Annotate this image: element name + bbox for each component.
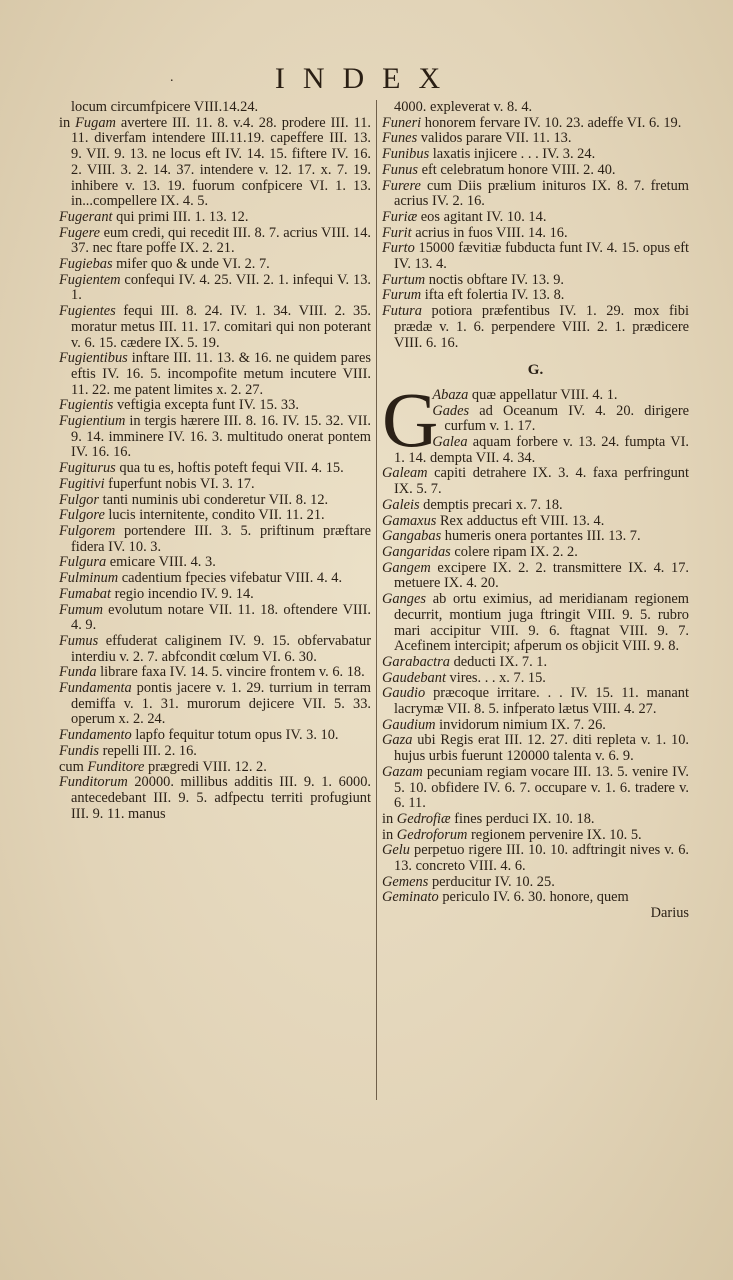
index-entry <box>382 686 689 717</box>
index-entry <box>382 655 689 671</box>
entry-prefix: in <box>59 114 76 131</box>
index-entry <box>382 545 689 561</box>
page-title: INDEX <box>274 62 459 95</box>
index-entry <box>382 671 689 687</box>
left-column <box>59 100 371 822</box>
entry-headword: Fugiebas <box>59 256 113 273</box>
index-entry <box>59 100 371 116</box>
index-entry <box>59 477 371 493</box>
index-entry <box>382 592 689 655</box>
entry-references: qua tu es, hoftis poteft fequi VII. 4. 15. <box>115 460 344 477</box>
entry-headword: Funditore <box>87 758 145 775</box>
entry-references: deducti IX. 7. 1. <box>449 653 548 670</box>
entry-headword: Furum <box>382 287 422 304</box>
entry-headword: Fugientibus <box>59 350 128 367</box>
catchword: Darius <box>650 905 689 922</box>
entry-references: lucis internitente, condito VII. 11. 21. <box>104 507 325 524</box>
index-entry <box>382 241 689 272</box>
entry-references: prægredi VIII. 12. 2. <box>144 758 267 775</box>
entry-references: eos agitant IV. 10. 14. <box>417 208 547 225</box>
index-entry <box>59 493 371 509</box>
entry-headword: Furtum <box>382 271 426 288</box>
section-letter: G. <box>527 362 544 379</box>
right-column-f-entries <box>382 100 689 351</box>
index-entry <box>382 210 689 226</box>
index-entry <box>382 561 689 592</box>
entry-references: regionem pervenire IX. 10. 5. <box>467 826 642 843</box>
index-entry <box>382 304 689 351</box>
entry-prefix: in <box>382 826 397 843</box>
index-entry <box>59 304 371 351</box>
entry-headword: Galeis <box>382 496 420 513</box>
index-entry <box>59 587 371 603</box>
entry-headword: Furit <box>382 224 412 241</box>
entry-headword: Gangem <box>382 559 431 576</box>
entry-references: noctis obftare IV. 13. 9. <box>425 271 565 288</box>
index-entry <box>382 765 689 812</box>
entry-headword: Garabactra <box>382 653 450 670</box>
entry-references: ubi Regis erat III. 12. 27. diti repleta v. 1. 10. hujus urbis fuerunt 120000 talenta v. 6. 9. <box>394 732 689 765</box>
entry-references: tanti numinis ubi conderetur VII. 8. 12. <box>98 491 329 508</box>
entry-headword: Fugientis <box>59 397 114 414</box>
entry-headword: Furiæ <box>382 208 418 225</box>
index-entry <box>59 508 371 524</box>
entry-references: ifta eft folertia IV. 13. 8. <box>421 287 565 304</box>
entry-headword: Ganges <box>382 591 426 608</box>
entry-references: librare faxa IV. 14. 5. vincire frontem v. 6. 18. <box>96 664 365 681</box>
entry-references: humeris onera portantes III. 13. 7. <box>441 528 641 545</box>
right-column <box>382 100 689 922</box>
entry-headword: Fulminum <box>59 570 119 587</box>
index-entry <box>59 116 371 210</box>
entry-prefix: cum <box>59 758 88 775</box>
entry-headword: Fundamenta <box>59 680 132 697</box>
entry-headword: Gaza <box>382 732 413 749</box>
entry-references: perpetuo rigere III. 10. 10. adftringit nives v. 6. 13. concreto VIII. 4. 6. <box>394 842 689 875</box>
entry-references: effuderat caliginem IV. 9. 15. obfervabatur interdiu v. 2. 7. abfcondit cœlum VI. 6. 30. <box>71 632 371 665</box>
header-dot: . <box>170 70 174 85</box>
index-entry <box>59 257 371 273</box>
entry-headword: Fulgor <box>59 491 99 508</box>
entry-references: fuperfunt nobis VI. 3. 17. <box>104 475 255 492</box>
entry-references: repelli III. 2. 16. <box>98 742 197 759</box>
entry-references: eft celebratum honore VIII. 2. 40. <box>417 161 616 178</box>
index-entry <box>59 775 371 822</box>
entry-references: demptis precari x. 7. 18. <box>419 496 563 513</box>
entry-references: potiora præfentibus IV. 1. 29. mox fibi prædæ v. 1. 6. perpendere VIII. 2. 1. prædicere VIII. 6. 16. <box>394 303 689 351</box>
entry-references: laxatis injicere . . . IV. 3. 24. <box>429 146 596 163</box>
entry-headword: Gaudebant <box>382 669 446 686</box>
index-entry <box>382 498 689 514</box>
index-entry <box>382 131 689 147</box>
entry-references: validos parare VII. 11. 13. <box>417 130 572 147</box>
entry-references: fines perduci IX. 10. 18. <box>450 810 595 827</box>
index-entry <box>59 571 371 587</box>
entry-headword: Gazam <box>382 763 423 780</box>
right-column-g-entries <box>382 375 689 906</box>
entry-headword: Fugiturus <box>59 460 116 477</box>
entry-references: invidorum nimium IX. 7. 26. <box>435 716 606 733</box>
entry-headword: Gangabas <box>382 528 442 545</box>
index-entry <box>59 351 371 398</box>
index-entry <box>59 524 371 555</box>
index-entry <box>382 147 689 163</box>
index-entry <box>382 812 689 828</box>
index-entry <box>382 100 689 116</box>
entry-prefix: in <box>382 810 397 827</box>
index-entry <box>382 875 689 891</box>
entry-headword: Fugam <box>75 114 116 131</box>
entry-headword: Abaza <box>432 386 469 403</box>
index-entry <box>382 843 689 874</box>
entry-headword: Galea <box>432 434 468 451</box>
index-entry <box>59 414 371 461</box>
index-entry <box>382 514 689 530</box>
index-entry <box>59 461 371 477</box>
entry-headword: Geminato <box>382 889 439 906</box>
entry-headword: Gaudio <box>382 685 426 702</box>
entry-references: avertere III. 11. 8. v.4. 28. prodere III. 11. 11. diverfam intendere III.11.19. capeffere III. 13. 9. VII. 9. 13. ne locus eft IV. 14. 15. fiftere IV. 16. 2. VIII. 3. 2. 14. 37. intendere v. 12. 17. x. 7. 19. inhibere v. 13. 19. fuorum confpicere VI. 1. 13. in...compellere IX. 4. 5. <box>71 114 371 210</box>
entry-references: excipere IX. 2. 2. transmittere IX. 4. 17. metuere IX. 4. 20. <box>394 559 689 592</box>
entry-headword: Gedrofiæ <box>396 810 451 827</box>
entry-headword: Gamaxus <box>382 512 437 529</box>
entry-headword: Funda <box>59 664 97 681</box>
entry-headword: Gedroforum <box>396 826 468 843</box>
column-divider <box>376 100 377 1100</box>
index-entry <box>382 718 689 734</box>
entry-headword: Fugientem <box>59 271 121 288</box>
entry-references: acrius in fuos VIII. 14. 16. <box>411 224 568 241</box>
index-entry <box>382 179 689 210</box>
entry-references: ab ortu eximius, ad meridianam regionem decurrit, montium juga ftringit VIII. 9. 5. rubro mari accipitur VIII. 9. 6. ftagnat VIII. 9. 7. Acefinem intercipit; afperum os objicit VIII. 9. 8. <box>394 591 689 655</box>
index-entry <box>59 210 371 226</box>
index-entry <box>59 398 371 414</box>
index-entry <box>59 603 371 634</box>
entry-references: qui primi III. 1. 13. 12. <box>112 208 249 225</box>
entry-headword: Gelu <box>382 842 410 859</box>
entry-references: colere ripam IX. 2. 2. <box>450 543 578 560</box>
index-entry <box>59 634 371 665</box>
entry-headword: Funus <box>382 161 418 178</box>
index-entry <box>59 226 371 257</box>
entry-references: regio incendio IV. 9. 14. <box>110 585 254 602</box>
entry-references: cadentium fpecies vifebatur VIII. 4. 4. <box>118 570 343 587</box>
entry-references: emicare VIII. 4. 3. <box>106 554 216 571</box>
entry-headword: Funditorum <box>59 774 128 791</box>
entry-references: locum circumfpicere VIII.14.24. <box>71 99 259 115</box>
index-entry <box>59 681 371 728</box>
entry-headword: Gangaridas <box>382 543 451 560</box>
drop-cap: G <box>382 375 439 463</box>
index-entry <box>382 116 689 132</box>
entry-references: fequi III. 8. 24. IV. 1. 34. VIII. 2. 35. moratur metus III. 11. 17. comitari qui non poterant v. 6. 15. cædere IX. 5. 19. <box>71 303 371 351</box>
entry-references: evolutum notare VII. 11. 18. oftendere VIII. 4. 9. <box>71 601 371 634</box>
page-header <box>0 62 733 96</box>
index-entry <box>382 226 689 242</box>
entry-headword: Furto <box>382 240 415 257</box>
entry-headword: Galeam <box>382 465 428 482</box>
index-entry <box>59 665 371 681</box>
entry-references: periculo IV. 6. 30. honore, quem <box>438 889 629 906</box>
entry-references: 15000 fævitiæ fubducta funt IV. 4. 15. opus eft IV. 13. 4. <box>394 240 689 273</box>
entry-references: honorem fervare IV. 10. 23. adeffe VI. 6. 19. <box>421 114 682 131</box>
index-entry <box>59 728 371 744</box>
index-entry <box>382 163 689 179</box>
index-entry <box>59 760 371 776</box>
entry-references: vires. . . x. 7. 15. <box>445 669 546 686</box>
entry-headword: Gemens <box>382 873 429 890</box>
entry-references: pecuniam regiam vocare III. 13. 5. venire IV. 5. 10. obfidere IV. 6. 7. occupare v. 1. 6. tradere v. 6. 11. <box>394 763 689 812</box>
index-entry <box>382 890 689 906</box>
entry-references: confequi IV. 4. 25. VII. 2. 1. infequi V. 13. 1. <box>71 271 371 304</box>
entry-references: portendere III. 3. 5. priftinum præftare fidera IV. 10. 3. <box>71 522 371 555</box>
entry-references: inftare III. 11. 13. & 16. ne quidem pares eftis IV. 16. 5. incompofite metum incutere VIII. 11. 22. me patent limites x. 2. 27. <box>71 350 371 398</box>
entry-headword: Furere <box>382 177 421 194</box>
index-entry <box>382 828 689 844</box>
entry-references: perducitur IV. 10. 25. <box>428 873 555 890</box>
index-entry <box>382 733 689 764</box>
entry-references: ad Oceanum IV. 4. 20. dirigere curfum v. 1. 17. <box>444 402 689 435</box>
entry-references: aquam forbere v. 13. 24. fumpta VI. 1. 14. dempta VII. 4. 34. <box>394 434 689 466</box>
index-entry <box>382 529 689 545</box>
entry-headword: Funibus <box>382 146 430 163</box>
entry-headword: Fulgore <box>59 507 105 524</box>
entry-references: præcoque irritare. . . IV. 15. 11. manant lacrymæ VII. 8. 5. infperato lætus VIII. 4. 27. <box>394 685 689 718</box>
entry-references: quæ appellatur VIII. 4. 1. <box>468 386 618 403</box>
entry-headword: Fugere <box>59 224 101 241</box>
entry-headword: Fugitivi <box>59 475 105 492</box>
entry-headword: Fugerant <box>59 208 113 225</box>
entry-references: in tergis hærere III. 8. 16. IV. 15. 32. VII. 9. 14. imminere IV. 16. 3. multitudo onerat pontem IV. 16. 16. <box>71 413 371 461</box>
entry-headword: Funeri <box>382 114 422 131</box>
entry-references: pontis jacere v. 1. 29. turrium in terram demiffa v. 1. 31. murorum dejicere VII. 5. 33. operum x. 2. 24. <box>71 680 371 728</box>
entry-headword: Fumabat <box>59 585 111 602</box>
entry-references: cum Diis prælium inituros IX. 8. 7. fretum acrius IV. 2. 16. <box>394 177 689 210</box>
index-entry <box>382 273 689 289</box>
index-entry <box>59 555 371 571</box>
entry-headword: Fulgura <box>59 554 107 571</box>
entry-headword: Futura <box>382 303 422 320</box>
entry-references: Rex adductus eft VIII. 13. 4. <box>436 512 605 529</box>
entry-headword: Fumus <box>59 632 99 649</box>
index-entry <box>59 273 371 304</box>
entry-references: capiti detrahere IX. 3. 4. faxa perfringunt IX. 5. 7. <box>394 465 689 498</box>
entry-headword: Fundis <box>59 742 99 759</box>
entry-headword: Fulgorem <box>59 522 116 539</box>
entry-headword: Gades <box>432 402 470 419</box>
entry-headword: Funes <box>382 130 418 147</box>
entry-references: eum credi, qui recedit III. 8. 7. acrius VIII. 14. 37. nec ftare poffe IX. 2. 21. <box>71 224 371 257</box>
entry-references: veftigia excepta funt IV. 15. 33. <box>113 397 299 414</box>
index-entry <box>59 744 371 760</box>
index-entry <box>382 288 689 304</box>
entry-headword: Fumum <box>59 601 103 618</box>
entry-headword: Fugientium <box>59 413 126 430</box>
entry-references: 4000. expleverat v. 8. 4. <box>394 99 533 115</box>
entry-references: 20000. millibus additis III. 9. 1. 6000. antecedebant III. 9. 5. adfpectu territi profugiunt III. 9. 11. manus <box>71 774 371 822</box>
index-entry <box>382 466 689 497</box>
entry-headword: Fundamento <box>59 727 132 744</box>
entry-headword: Fugientes <box>59 303 116 320</box>
entry-headword: Gaudium <box>382 716 436 733</box>
entry-references: lapfo fequitur totum opus IV. 3. 10. <box>131 727 339 744</box>
entry-references: mifer quo & unde VI. 2. 7. <box>112 256 270 273</box>
